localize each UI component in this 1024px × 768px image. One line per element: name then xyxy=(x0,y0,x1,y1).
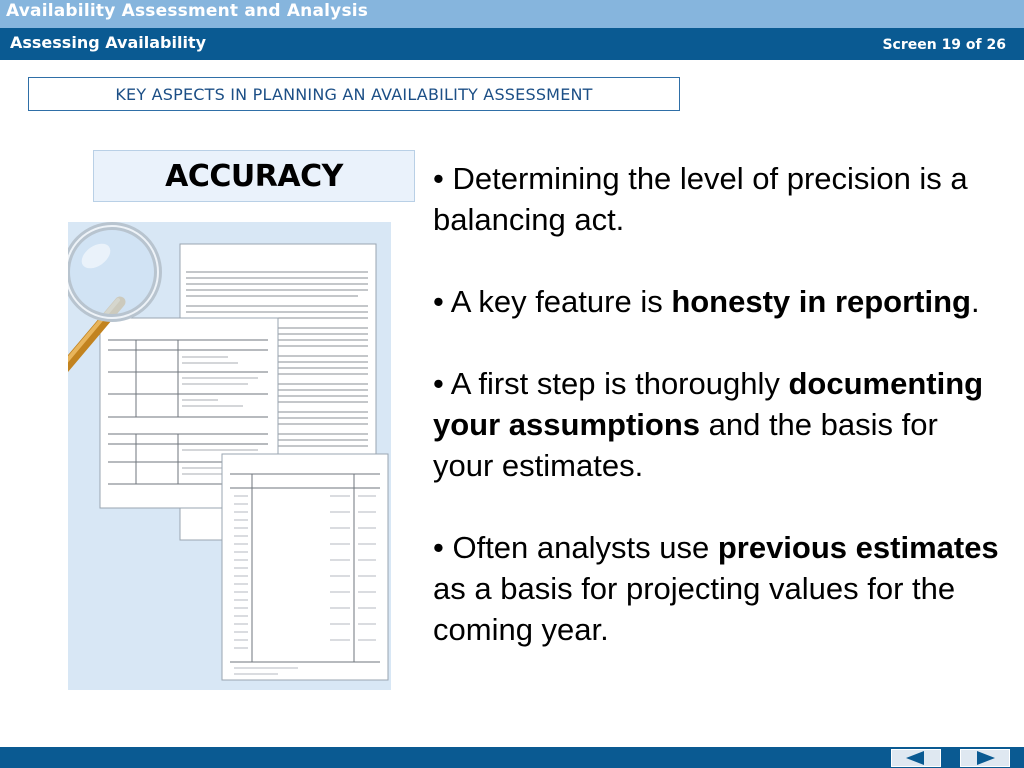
key-aspects-heading: KEY ASPECTS IN PLANNING AN AVAILABILITY ASSESSMENT xyxy=(115,85,593,104)
section-title: Assessing Availability xyxy=(10,33,207,52)
topic-label-box xyxy=(93,150,415,202)
next-button[interactable] xyxy=(960,749,1010,767)
section-bar xyxy=(0,28,1024,60)
bullet-honesty: • A key feature is honesty in reporting. xyxy=(433,284,980,319)
document-front xyxy=(222,454,388,680)
course-title-bar xyxy=(0,0,1024,28)
key-points-list xyxy=(433,158,1003,691)
magnifier-over-documents-icon xyxy=(68,222,391,690)
arrow-left-icon xyxy=(892,750,940,766)
arrow-right-icon xyxy=(961,750,1009,766)
course-title: Availability Assessment and Analysis xyxy=(6,1,369,21)
bullet-previous-estimates: • Often analysts use previous estimates as a basis for projecting values for the coming year. xyxy=(433,530,999,647)
previous-button[interactable] xyxy=(891,749,941,767)
bullet-precision: • Determining the level of precision is a balancing act. xyxy=(433,161,968,237)
key-aspects-heading-box xyxy=(28,77,680,111)
screen-indicator: Screen 19 of 26 xyxy=(882,37,1006,53)
bullet-assumptions: • A first step is thoroughly documenting your assumptions and the basis for your estimates. xyxy=(433,366,984,483)
footer-bar xyxy=(0,747,1024,768)
topic-label: ACCURACY xyxy=(165,159,343,194)
